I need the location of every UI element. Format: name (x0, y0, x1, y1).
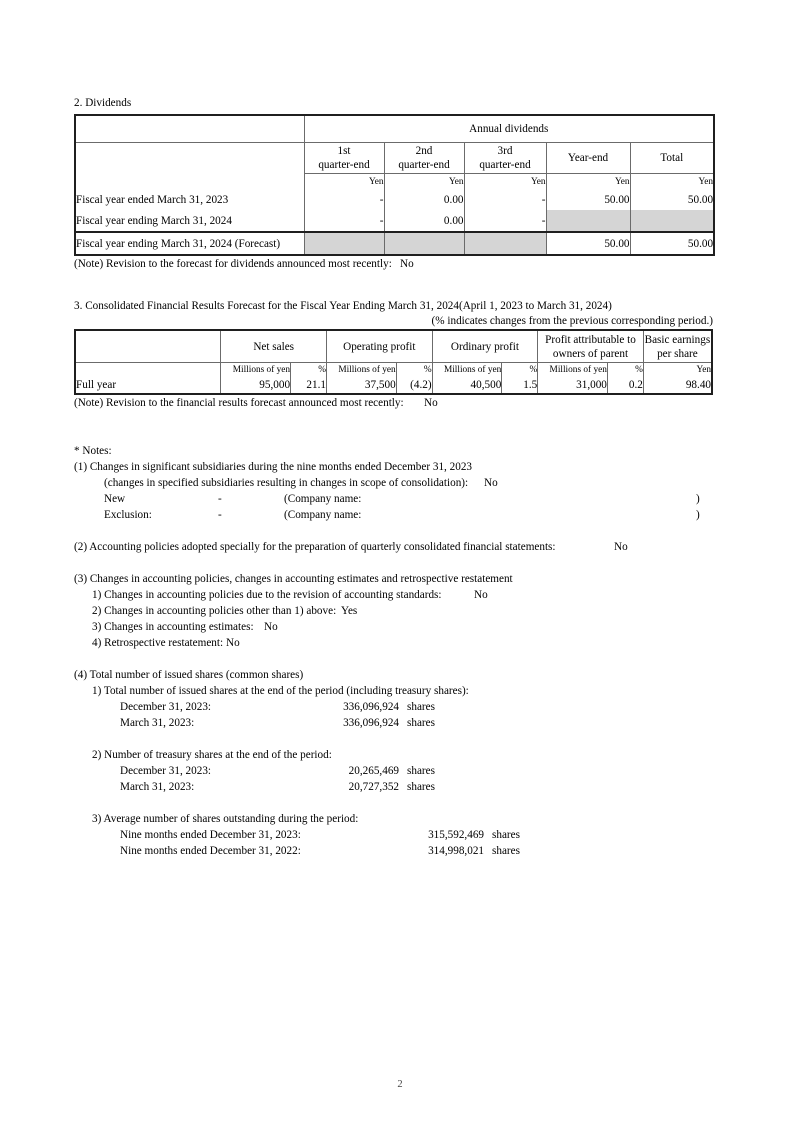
note-1-new-dash: - (218, 493, 222, 505)
forecast-note-text: (Note) Revision to the financial results forecast announced most recently: (74, 397, 404, 409)
table-row (75, 330, 712, 363)
note-1-new-row (74, 491, 714, 507)
note-4-sub3-row-0-value: 315,592,469 (428, 829, 484, 841)
column-header-total: Total (630, 143, 714, 174)
unit-label-q1: Yen (304, 174, 384, 190)
note-1-exclusion-company-open: (Company name: (284, 509, 362, 521)
note-4-sub1-heading: 1) Total number of issued shares at the end of the period (including treasury shares): (92, 685, 469, 697)
note-4-sub3-row-0-unit: shares (492, 829, 520, 841)
note-3-line-4 (74, 635, 714, 651)
note-3-line-1-answer: No (474, 589, 488, 601)
forecast-row-label: Full year (75, 377, 221, 394)
value-operating-profit-pct: (4.2) (396, 377, 432, 394)
note-4-sub2-row-0-value: 20,265,469 (348, 765, 399, 777)
cell-forecast-q2 (384, 232, 464, 255)
value-net-sales-pct: 21.1 (291, 377, 327, 394)
note-4-sub1-row-0-unit: shares (407, 701, 435, 713)
unit-millions-net-sales: Millions of yen (221, 363, 291, 378)
table-row (75, 143, 714, 174)
notes-title: * Notes: (74, 445, 112, 457)
note-3-line-1 (74, 587, 714, 603)
value-net-sales: 95,000 (221, 377, 291, 394)
list-item (74, 715, 714, 731)
cell-fy2024-q3: - (464, 210, 546, 232)
unit-label-year-end: Yen (546, 174, 630, 190)
value-basic-eps: 98.40 (643, 377, 712, 394)
note-1-sub (74, 475, 714, 491)
note-4-sub2-row-0-unit: shares (407, 765, 435, 777)
cell-fy2023-year-end: 50.00 (546, 189, 630, 210)
note-4-sub1-row-1-label: March 31, 2023: (120, 717, 195, 729)
note-4-sub1-row-1-value: 336,096,924 (343, 717, 399, 729)
column-header-net-sales: Net sales (221, 330, 327, 363)
value-operating-profit: 37,500 (327, 377, 397, 394)
cell-fy2023-total: 50.00 (630, 189, 714, 210)
note-4-sub2-row-1-unit: shares (407, 781, 435, 793)
unit-millions-operating-profit: Millions of yen (327, 363, 397, 378)
forecast-corner-cell (75, 330, 221, 363)
unit-yen-basic-eps: Yen (643, 363, 712, 378)
row-label-fy2024-forecast: Fiscal year ending March 31, 2024 (Forecast) (75, 232, 304, 255)
cell-forecast-q3 (464, 232, 546, 255)
cell-fy2024-year-end (546, 210, 630, 232)
table-row (75, 232, 714, 255)
column-header-q3: 3rd quarter-end (464, 143, 546, 174)
dividends-note-answer: No (400, 258, 414, 270)
row-label-fy2024: Fiscal year ending March 31, 2024 (75, 210, 304, 232)
unit-percent-net-sales: % (291, 363, 327, 378)
note-3-line-3-answer: No (264, 621, 278, 633)
value-profit-attributable: 31,000 (538, 377, 608, 394)
table-row (75, 189, 714, 210)
note-3-line-4-text: 4) Retrospective restatement: (92, 637, 224, 649)
dividends-note (74, 256, 714, 272)
note-4-sub3-row-1-value: 314,998,021 (428, 845, 484, 857)
cell-fy2024-q2: 0.00 (384, 210, 464, 232)
note-4-sub2-row-1-value: 20,727,352 (348, 781, 399, 793)
note-4-sub2-heading: 2) Number of treasury shares at the end of the period: (92, 749, 332, 761)
forecast-note-answer: No (424, 397, 438, 409)
list-item (74, 779, 714, 795)
note-2-answer: No (614, 541, 628, 553)
note-1-exclusion-company-close: ) (696, 509, 700, 521)
dividends-heading: 2. Dividends (74, 97, 132, 109)
table-row (75, 115, 714, 143)
column-header-year-end: Year-end (546, 143, 630, 174)
column-header-basic-eps: Basic earnings per share (643, 330, 712, 363)
note-3-line-3-text: 3) Changes in accounting estimates: (92, 621, 254, 633)
cell-fy2024-total (630, 210, 714, 232)
value-ordinary-profit-pct: 1.5 (502, 377, 538, 394)
note-3-line-4-answer: No (226, 637, 240, 649)
note-1-sub-answer: No (484, 477, 498, 489)
list-item (74, 763, 714, 779)
note-3-line-1-text: 1) Changes in accounting policies due to the revision of accounting standards: (92, 589, 442, 601)
list-item (74, 699, 714, 715)
list-item (74, 827, 714, 843)
note-1-exclusion-row (74, 507, 714, 523)
column-header-q2: 2nd quarter-end (384, 143, 464, 174)
forecast-heading: 3. Consolidated Financial Results Forecast for the Fiscal Year Ending March 31, 2024(April 1, 2023 to March 31, 2024) (74, 300, 612, 312)
cell-forecast-q1 (304, 232, 384, 255)
note-1-new-company-open: (Company name: (284, 493, 362, 505)
dividends-blank-cell (75, 143, 304, 174)
note-4-sub3-row-1-unit: shares (492, 845, 520, 857)
column-header-operating-profit: Operating profit (327, 330, 433, 363)
note-4-sub2-row-1-label: March 31, 2023: (120, 781, 195, 793)
note-4-sub3-row-0-label: Nine months ended December 31, 2023: (120, 829, 301, 841)
column-header-ordinary-profit: Ordinary profit (432, 330, 538, 363)
page-number: 2 (397, 1079, 403, 1090)
dividends-note-text: (Note) Revision to the forecast for dividends announced most recently: (74, 258, 392, 270)
table-row (75, 377, 712, 394)
cell-fy2023-q3: - (464, 189, 546, 210)
column-header-q1: 1st quarter-end (304, 143, 384, 174)
note-1-heading: (1) Changes in significant subsidiaries during the nine months ended December 31, 2023 (74, 461, 473, 473)
forecast-table (74, 329, 713, 395)
dividends-blank-cell (75, 174, 304, 190)
note-4-sub1-row-0-value: 336,096,924 (343, 701, 399, 713)
value-ordinary-profit: 40,500 (432, 377, 502, 394)
note-4-heading: (4) Total number of issued shares (common shares) (74, 669, 304, 681)
note-4-sub2-row-0-label: December 31, 2023: (120, 765, 212, 777)
note-1-sub-text: (changes in specified subsidiaries resulting in changes in scope of consolidation): (104, 477, 469, 489)
note-1-exclusion-label: Exclusion: (104, 509, 152, 521)
table-row (75, 174, 714, 190)
dividends-table (74, 114, 715, 256)
note-4-sub1-row-0-label: December 31, 2023: (120, 701, 212, 713)
note-2-row (74, 539, 714, 555)
forecast-note (74, 395, 714, 411)
table-row (75, 363, 712, 378)
note-3-line-2-text: 2) Changes in accounting policies other than 1) above: (92, 605, 337, 617)
table-row (75, 210, 714, 232)
unit-millions-profit-attributable: Millions of yen (538, 363, 608, 378)
unit-label-q2: Yen (384, 174, 464, 190)
note-4-sub3-row-1-label: Nine months ended December 31, 2022: (120, 845, 301, 857)
column-header-profit-attributable: Profit attributable to owners of parent (538, 330, 644, 363)
note-4-sub3-heading: 3) Average number of shares outstanding during the period: (92, 813, 359, 825)
note-1-new-company-close: ) (696, 493, 700, 505)
unit-millions-ordinary-profit: Millions of yen (432, 363, 502, 378)
annual-dividends-group-header: Annual dividends (304, 115, 714, 143)
unit-percent-ordinary-profit: % (502, 363, 538, 378)
forecast-blank-cell (75, 363, 221, 378)
note-3-line-3 (74, 619, 714, 635)
dividends-corner-cell (75, 115, 304, 143)
note-1-exclusion-dash: - (218, 509, 222, 521)
unit-label-total: Yen (630, 174, 714, 190)
cell-fy2023-q2: 0.00 (384, 189, 464, 210)
cell-fy2023-q1: - (304, 189, 384, 210)
unit-percent-profit-attributable: % (607, 363, 643, 378)
unit-percent-operating-profit: % (396, 363, 432, 378)
list-item (74, 843, 714, 859)
note-3-heading: (3) Changes in accounting policies, changes in accounting estimates and retrospective restatement (74, 573, 513, 585)
value-profit-attributable-pct: 0.2 (607, 377, 643, 394)
unit-label-q3: Yen (464, 174, 546, 190)
note-4-sub1-row-1-unit: shares (407, 717, 435, 729)
note-1-new-label: New (104, 493, 126, 505)
page-content (74, 95, 714, 859)
note-2-text: (2) Accounting policies adopted specially for the preparation of quarterly consolidated financial statements: (74, 541, 556, 553)
note-3-line-2 (74, 603, 714, 619)
cell-forecast-total: 50.00 (630, 232, 714, 255)
cell-forecast-year-end: 50.00 (546, 232, 630, 255)
row-label-fy2023: Fiscal year ended March 31, 2023 (75, 189, 304, 210)
cell-fy2024-q1: - (304, 210, 384, 232)
note-3-line-2-answer: Yes (341, 605, 358, 617)
forecast-percent-note: (% indicates changes from the previous corresponding period.) (431, 315, 713, 327)
